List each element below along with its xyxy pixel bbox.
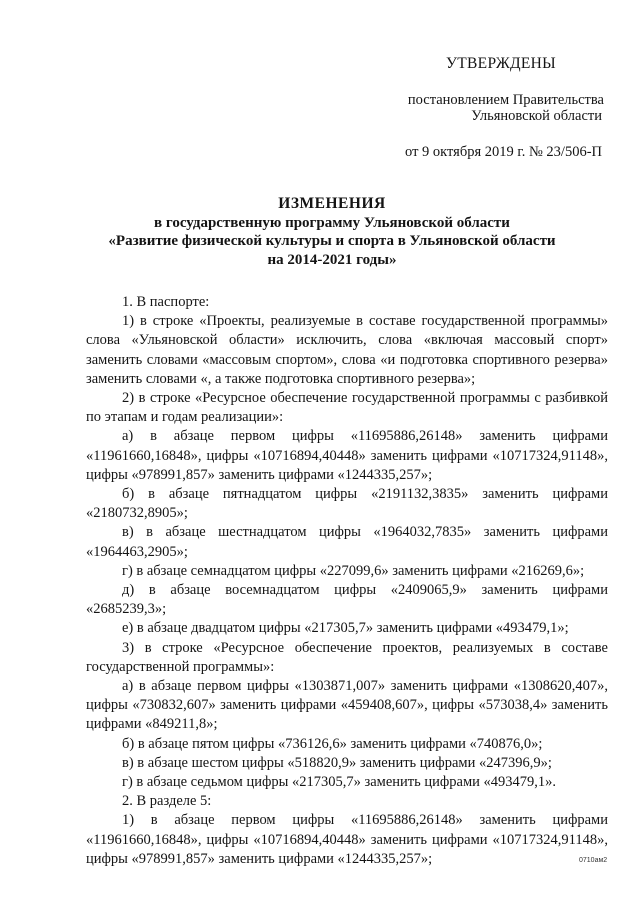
title-line-2: «Развитие физической культуры и спорта в Ульяновской области (108, 233, 556, 249)
paragraph-item-2d: д) в абзаце восемнадцатом цифры «2409065,9» заменить цифрами «2685239,3»; (86, 582, 608, 618)
paragraph-section-5: 2. В разделе 5: (122, 793, 212, 810)
paragraph-item-3v: в) в абзаце шестом цифры «518820,9» заменить цифрами «247396,9»; (122, 754, 552, 771)
paragraph-passport: 1. В паспорте: (122, 294, 210, 310)
document-code: 0710ам2 (579, 857, 608, 864)
paragraph-item-2: 2) в строке «Ресурсное обеспечение государственной программы с разбивкой по этапам и годам реализации»: (86, 390, 608, 426)
paragraph-item-1: 1) в строке «Проекты, реализуемые в составе государственной программы» слова «Ульяновской области» исключить, слова «включая массовый спорт» заменить словами «массовым спортом», слова «и подготовка спортивного резерва» заменить словами «, а также подготовка спортивного резерва»; (86, 313, 608, 387)
document-body (86, 293, 608, 869)
paragraph-item-2v: в) в абзаце шестнадцатом цифры «1964032,7835» заменить цифрами «1964463,2905»; (86, 524, 608, 560)
paragraph-item-2g: г) в абзаце семнадцатом цифры «227099,6» заменить цифрами «216269,6»; (122, 562, 585, 579)
paragraph-item-2e: е) в абзаце двадцатом цифры «217305,7» заменить цифрами «493479,1»; (122, 620, 569, 637)
paragraph-item-3: 3) в строке «Ресурсное обеспечение проектов, реализуемых в составе государственной программы»: (86, 639, 608, 675)
paragraph-section-5-item-1: 1) в абзаце первом цифры «11695886,26148» заменить цифрами «11961660,16848», цифры «10716894,40448» заменить цифрами «10717324,91148», цифры «978991,857» заменить цифрами «1244335,257»; (86, 812, 608, 867)
decree-date-number: от 9 октября 2019 г. № 23/506-П (405, 144, 602, 160)
paragraph-item-2a: а) в абзаце первом цифры «11695886,26148» заменить цифрами «11961660,16848», цифры «10716894,40448» заменить цифрами «10717324,91148», цифры «978991,857» заменить цифрами «1244335,257»; (86, 428, 608, 483)
title-line-3: на 2014-2021 годы» (267, 251, 397, 268)
decree-region: Ульяновской области (471, 108, 602, 124)
paragraph-item-2b: б) в абзаце пятнадцатом цифры «2191132,3835» заменить цифрами «2180732,8905»; (86, 486, 608, 522)
paragraph-item-3b: б) в абзаце пятом цифры «736126,6» заменить цифрами «740876,0»; (122, 735, 543, 752)
decree-authority: постановлением Правительства (407, 92, 604, 108)
paragraph-item-3a: а) в абзаце первом цифры «1303871,007» заменить цифрами «1308620,407», цифры «730832,607» заменить цифрами «459408,607», цифры «573038,4» заменить цифрами «849211,8»; (86, 678, 608, 733)
paragraph-item-3g: г) в абзаце седьмом цифры «217305,7» заменить цифрами «493479,1». (122, 774, 557, 791)
title-line-1: в государственную программу Ульяновской области (154, 214, 510, 231)
title-main: ИЗМЕНЕНИЯ (278, 195, 386, 212)
document-title (90, 195, 574, 269)
approval-stamp-heading: УТВЕРЖДЕНЫ (446, 55, 556, 72)
